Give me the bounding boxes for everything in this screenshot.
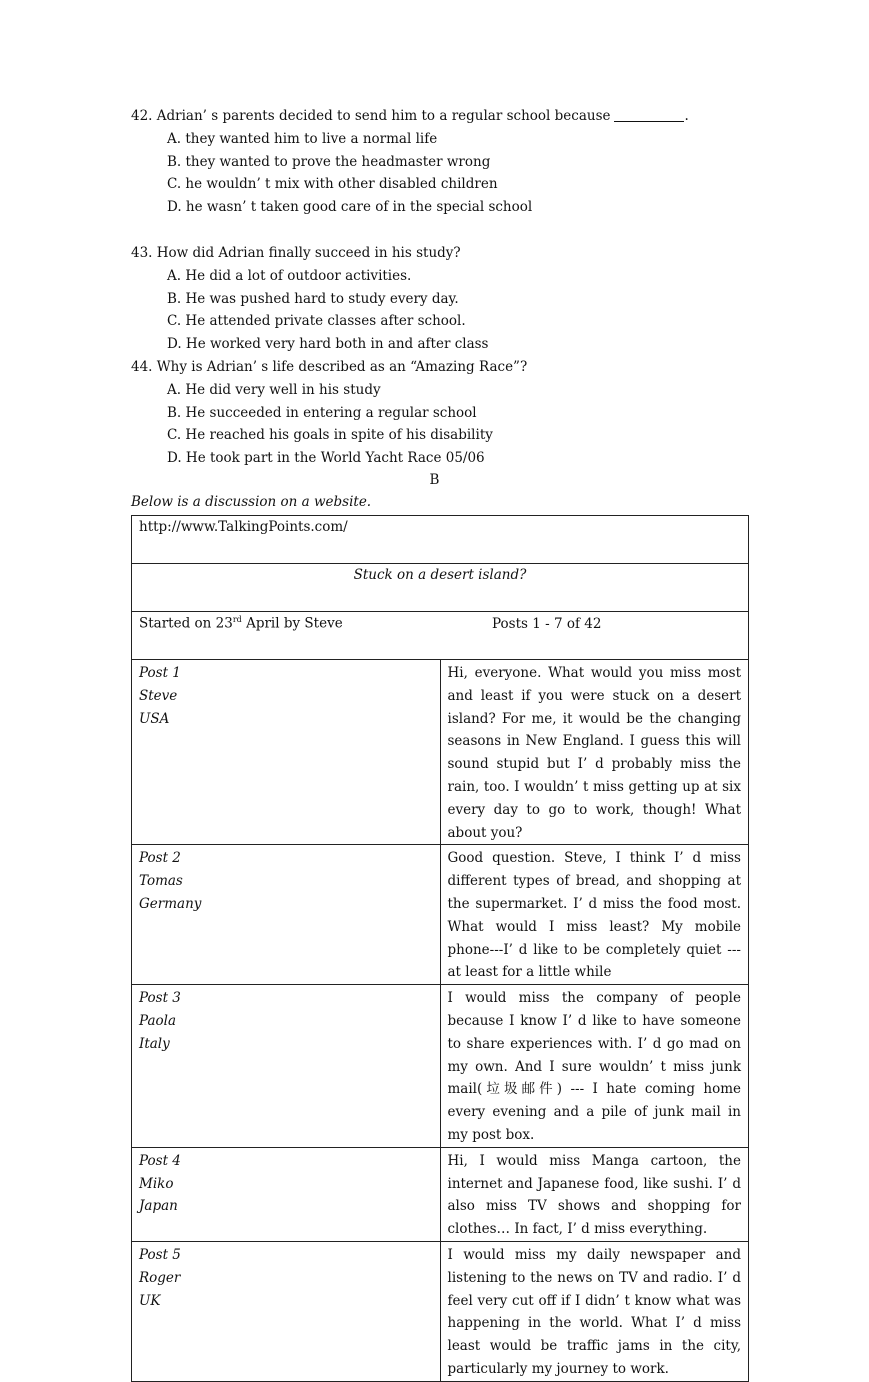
option-c: C. He reached his goals in spite of his disability — [167, 427, 493, 444]
post-author-cell — [132, 1147, 441, 1241]
post-label: Post 2 — [139, 850, 181, 867]
post-label: Post 3 — [139, 990, 181, 1007]
post-author-cell — [132, 845, 441, 985]
post-author-cell — [132, 660, 441, 845]
question-stem: 42. Adrian’ s parents decided to send him to a regular school because — [131, 108, 611, 124]
question-43 — [131, 242, 771, 356]
url-row — [132, 516, 749, 564]
question-44 — [131, 356, 771, 470]
post-author: Steve — [139, 687, 178, 704]
post-label: Post 4 — [139, 1152, 181, 1169]
post-text: Hi, everyone. What would you miss most and least if you were stuck on a desert island? For me, it would be the changing seasons in New England. I guess this will sound stupid but I’ d probably miss the rain, too. I wouldn’ t miss getting up at six every day to go to work, though! What about you? — [440, 660, 749, 845]
post-label: Post 5 — [139, 1246, 181, 1263]
post-text: I would miss my daily newspaper and listening to the news on TV and radio. I’ d feel very cut off if I didn’ t know what was happening in the world. What I’ d miss least would be traffic jams in the city, particularly my journey to work. — [440, 1241, 749, 1381]
post-author: Tomas — [139, 873, 183, 890]
post-country: Italy — [139, 1035, 170, 1052]
option-d: D. He took part in the World Yacht Race 05/06 — [167, 450, 485, 467]
info-row — [132, 612, 749, 660]
section-intro: Below is a discussion on a website. — [131, 494, 372, 510]
option-a: A. He did a lot of outdoor activities. — [167, 267, 412, 284]
post-row — [132, 1147, 749, 1241]
topic-cell — [132, 564, 749, 612]
forum-table — [131, 515, 749, 1382]
option-d: D. He worked very hard both in and after class — [167, 336, 489, 353]
option-c: C. he wouldn’ t mix with other disabled children — [167, 176, 498, 193]
option-b: B. He was pushed hard to study every day. — [167, 290, 459, 307]
question-stem-end: . — [684, 108, 689, 124]
post-author: Roger — [139, 1269, 181, 1286]
option-a: A. they wanted him to live a normal life — [167, 130, 438, 147]
post-row — [132, 660, 749, 845]
question-42 — [131, 105, 771, 219]
post-country: Japan — [139, 1198, 178, 1215]
post-country: USA — [139, 710, 170, 727]
post-row — [132, 985, 749, 1148]
option-d: D. he wasn’ t taken good care of in the special school — [167, 199, 533, 216]
thread-title: Stuck on a desert island? — [353, 567, 527, 583]
answer-blank — [614, 107, 684, 122]
question-stem: 44. Why is Adrian’ s life described as an “Amazing Race”? — [131, 359, 528, 375]
option-b: B. He succeeded in entering a regular school — [167, 404, 477, 421]
post-row — [132, 1241, 749, 1381]
post-author-cell — [132, 1241, 441, 1381]
post-country: Germany — [139, 895, 202, 912]
started-suffix: April by Steve — [241, 615, 343, 632]
option-a: A. He did very well in his study — [167, 381, 381, 398]
option-c: C. He attended private classes after school. — [167, 313, 466, 330]
post-text: Hi, I would miss Manga cartoon, the internet and Japanese food, like sushi. I’ d also miss TV shows and shopping for clothes… In fact, I’ d miss everything. — [440, 1147, 749, 1241]
section-letter: B — [429, 472, 440, 488]
post-author: Paola — [139, 1012, 177, 1029]
post-country: UK — [139, 1292, 161, 1309]
started-sup: rd — [232, 615, 242, 624]
post-author-cell — [132, 985, 441, 1148]
url-cell — [132, 516, 749, 564]
post-text: Good question. Steve, I think I’ d miss different types of bread, and shopping at the supermarket. I’ d miss the food most. What would I miss least? My mobile phone---I’ d like to be completely quiet --- at least for a little while — [440, 845, 749, 985]
post-author: Miko — [139, 1175, 174, 1192]
post-label: Post 1 — [139, 665, 181, 681]
question-stem: 43. How did Adrian finally succeed in his study? — [131, 245, 461, 261]
posts-count: Posts 1 - 7 of 42 — [491, 615, 602, 632]
website-url: http://www.TalkingPoints.com/ — [139, 519, 348, 535]
post-text: I would miss the company of people because I know I’ d like to have someone to share experiences with. I’ d go mad on my own. And I sure wouldn’ t miss junk mail(垃圾邮件) --- I hate coming home every evening and a pile of junk mail in my post box. — [440, 985, 749, 1148]
topic-row — [132, 564, 749, 612]
post-row — [132, 845, 749, 985]
started-prefix: Started on 23 — [139, 615, 233, 632]
info-cell — [132, 612, 749, 660]
option-b: B. they wanted to prove the headmaster wrong — [167, 153, 491, 170]
